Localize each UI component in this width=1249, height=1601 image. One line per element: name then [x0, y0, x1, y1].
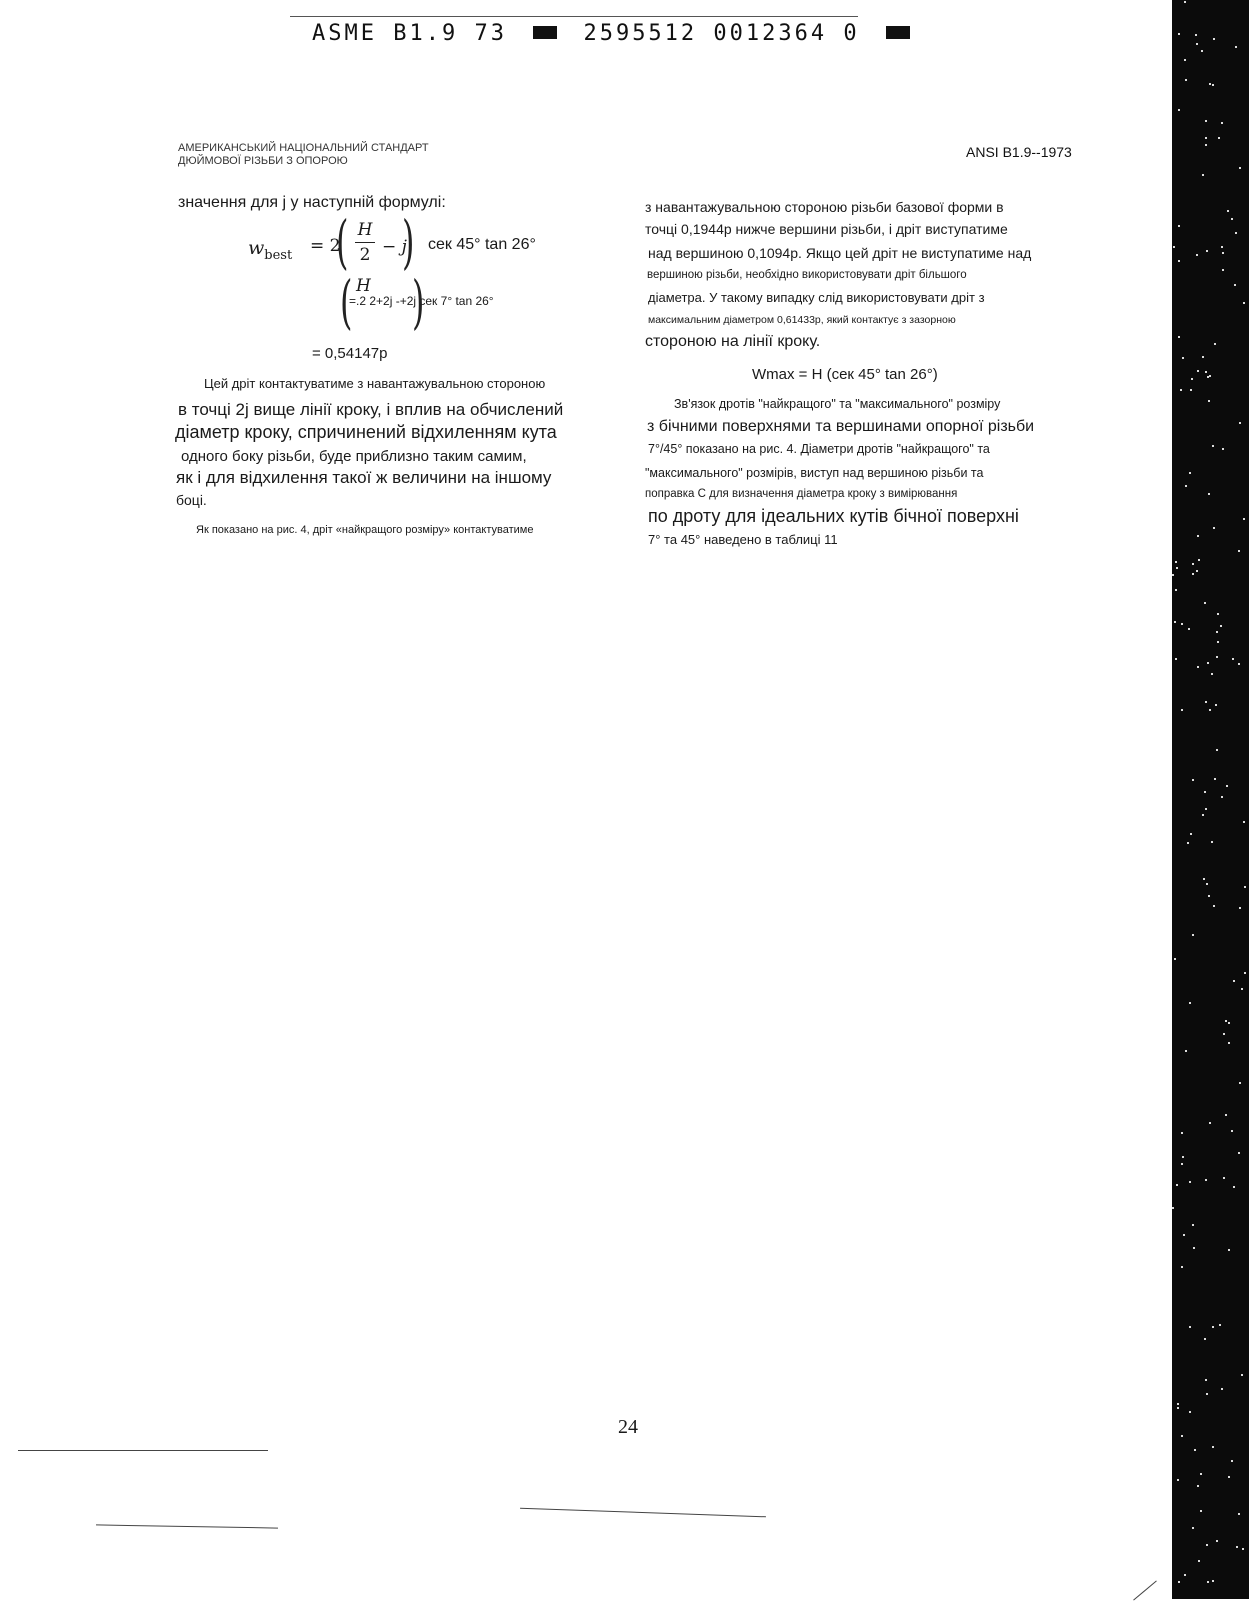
scan-speck	[1182, 1156, 1184, 1158]
scan-speck	[1211, 673, 1213, 675]
scan-speck	[1228, 1022, 1230, 1024]
scan-speck	[1239, 167, 1241, 169]
scan-speck	[1221, 246, 1223, 248]
scan-speck	[1206, 250, 1208, 252]
scan-top-rule	[290, 16, 858, 17]
scan-speck	[1233, 1186, 1235, 1188]
scan-speck	[1223, 1177, 1225, 1179]
formula2-paren-close: )	[412, 268, 425, 336]
scan-speck	[1214, 778, 1216, 780]
scan-speck	[1221, 796, 1223, 798]
scan-speck	[1205, 701, 1207, 703]
left-para-line: Цей дріт контактуватиме з навантажувальною стороною	[204, 376, 546, 391]
scan-speck	[1175, 589, 1177, 591]
scan-speck	[1225, 1114, 1227, 1116]
scan-speck	[1209, 709, 1211, 711]
scan-speck	[1243, 821, 1245, 823]
scan-speck	[1197, 370, 1199, 372]
scan-speck	[1184, 59, 1186, 61]
scan-speck	[1205, 1379, 1207, 1381]
left-para-line: в точці 2j вище лінії кроку, і вплив на обчислений	[178, 400, 564, 419]
header-line-2: ДЮЙМОВОЇ РІЗЬБИ З ОПОРОЮ	[178, 155, 348, 167]
right-para2-line: "максимального" розмірів, виступ над вершиною різьби та	[645, 466, 984, 480]
scan-artifact-line	[520, 1508, 766, 1518]
scan-speck	[1208, 493, 1210, 495]
scan-speck	[1195, 34, 1197, 36]
scan-speck	[1185, 79, 1187, 81]
scan-speck	[1238, 1513, 1240, 1515]
scan-speck	[1182, 357, 1184, 359]
formula-eq1-prefix: = 2	[310, 236, 341, 256]
scan-speck	[1217, 641, 1219, 643]
scan-speck	[1239, 907, 1241, 909]
scan-speck	[1206, 1544, 1208, 1546]
running-header	[178, 142, 429, 168]
right-para2-line: поправка C для визначення діаметра кроку з вимірювання	[645, 488, 958, 500]
scan-speck	[1185, 485, 1187, 487]
scan-speck	[1205, 137, 1207, 139]
scan-speck	[1192, 573, 1194, 575]
scan-speck	[1206, 1393, 1208, 1395]
scan-artifact-line	[18, 1450, 268, 1451]
redaction-block	[533, 26, 557, 39]
left-para-line: боці.	[176, 492, 207, 508]
right-para1-line: стороною на лінії кроку.	[645, 333, 821, 350]
scan-speck	[1239, 1082, 1241, 1084]
scan-speck	[1190, 833, 1192, 835]
right-para2-line: 7° та 45° наведено в таблиці 11	[648, 532, 838, 547]
scan-speck	[1213, 905, 1215, 907]
scan-speck	[1178, 336, 1180, 338]
scan-speck	[1198, 559, 1200, 561]
scan-speck	[1241, 1374, 1243, 1376]
scan-speck	[1183, 1234, 1185, 1236]
scan-speck	[1192, 1527, 1194, 1529]
scan-speck	[1201, 50, 1203, 52]
scan-speck	[1175, 658, 1177, 660]
scan-speck	[1220, 625, 1222, 627]
scan-speck	[1204, 602, 1206, 604]
scan-speck	[1198, 1560, 1200, 1562]
formula-paren-close: )	[402, 208, 415, 276]
scan-speck	[1212, 445, 1214, 447]
scan-speck	[1205, 120, 1207, 122]
scan-speck	[1192, 1224, 1194, 1226]
scan-speck	[1212, 84, 1214, 86]
scan-header-code: ASME B1.9 73	[312, 21, 507, 46]
scan-speck	[1228, 1476, 1230, 1478]
right-formula: Wmax = H (сек 45° tan 26°)	[752, 366, 938, 383]
scan-speck	[1214, 343, 1216, 345]
scan-speck	[1200, 1473, 1202, 1475]
scan-speck	[1178, 260, 1180, 262]
scan-speck	[1222, 448, 1224, 450]
scan-speck	[1205, 371, 1207, 373]
redaction-block	[886, 26, 910, 39]
scan-speck	[1176, 1184, 1178, 1186]
scan-speck	[1184, 1, 1186, 3]
scan-speck	[1196, 570, 1198, 572]
formula2-h: H	[356, 276, 371, 296]
scan-speck	[1200, 1510, 1202, 1512]
scan-speck	[1204, 1338, 1206, 1340]
scan-speck	[1243, 518, 1245, 520]
scan-speck	[1172, 574, 1174, 576]
right-para1-line: діаметра. У такому випадку слід використовувати дріт з	[648, 290, 985, 305]
scan-speck	[1188, 628, 1190, 630]
scan-speck	[1202, 356, 1204, 358]
scan-speck	[1189, 1002, 1191, 1004]
scan-speck	[1209, 375, 1211, 377]
scan-speck	[1228, 1249, 1230, 1251]
fraction-denominator: 2	[359, 245, 371, 265]
scan-speck	[1185, 1050, 1187, 1052]
scan-speck	[1192, 934, 1194, 936]
page-number: 24	[618, 1416, 638, 1438]
right-para2-line: 7°/45° показано на рис. 4. Діаметри дротів "найкращого" та	[648, 442, 990, 456]
scan-speck	[1189, 1326, 1191, 1328]
scan-speck	[1216, 656, 1218, 658]
scan-speck	[1227, 210, 1229, 212]
scan-speck	[1241, 988, 1243, 990]
scan-speck	[1216, 749, 1218, 751]
scan-speck	[1225, 1020, 1227, 1022]
scan-speck	[1190, 389, 1192, 391]
scan-speck	[1207, 376, 1209, 378]
scan-speck	[1181, 1435, 1183, 1437]
scan-speck	[1212, 1326, 1214, 1328]
scan-speck	[1178, 33, 1180, 35]
right-para1-line: точці 0,1944p нижче вершини різьби, і дріт виступатиме	[645, 221, 1008, 237]
scan-speck	[1181, 623, 1183, 625]
scan-speck	[1180, 389, 1182, 391]
scan-speck	[1243, 302, 1245, 304]
scan-speck	[1238, 663, 1240, 665]
scan-speck	[1213, 527, 1215, 529]
right-para2-line: з бічними поверхнями та вершинами опорної різьби	[647, 418, 1035, 435]
formula2-paren-open: (	[340, 268, 353, 336]
scan-speck	[1192, 563, 1194, 565]
scan-speck	[1209, 83, 1211, 85]
scan-speck	[1181, 709, 1183, 711]
scan-speck	[1178, 1581, 1180, 1583]
scan-dark-edge	[1172, 0, 1249, 1599]
scan-speck	[1211, 841, 1213, 843]
standard-id: ANSI B1.9--1973	[966, 144, 1072, 160]
left-para-line: як і для відхилення такої ж величини на іншому	[176, 468, 552, 487]
left-para-line: одного боку різьби, буде приблизно таким самим,	[181, 448, 527, 465]
formula-eq1-suffix: сек 45° tan 26°	[428, 236, 536, 253]
scan-speck	[1244, 972, 1246, 974]
scan-speck	[1178, 109, 1180, 111]
scan-speck	[1202, 174, 1204, 176]
right-para2-line: Зв'язок дротів "найкращого" та "максимального" розміру	[674, 397, 1001, 411]
formula-intro: значення для j у наступній формулі:	[178, 194, 446, 211]
scan-speck	[1196, 43, 1198, 45]
scan-speck	[1187, 842, 1189, 844]
scan-speck	[1235, 46, 1237, 48]
formula-result: = 0,54147p	[312, 345, 388, 362]
right-para1-line: з навантажувальною стороною різьби базової форми в	[645, 199, 1004, 215]
scan-speck	[1226, 785, 1228, 787]
formula-fraction	[355, 220, 375, 265]
scan-speck	[1196, 254, 1198, 256]
scan-speck	[1222, 269, 1224, 271]
scan-speck	[1223, 1033, 1225, 1035]
scan-speck	[1213, 38, 1215, 40]
scan-speck	[1203, 878, 1205, 880]
scan-speck	[1174, 621, 1176, 623]
scan-header-number: 2595512 0012364 0	[583, 21, 860, 46]
scan-speck	[1219, 1324, 1221, 1326]
scan-speck	[1222, 252, 1224, 254]
scan-speck	[1238, 1152, 1240, 1154]
scan-speck	[1212, 1580, 1214, 1582]
scan-speck	[1238, 550, 1240, 552]
scan-speck	[1177, 1479, 1179, 1481]
scan-speck	[1231, 1130, 1233, 1132]
scan-speck	[1228, 1042, 1230, 1044]
scan-speck	[1216, 1540, 1218, 1542]
scan-speck	[1208, 895, 1210, 897]
scan-speck	[1189, 1181, 1191, 1183]
scan-speck	[1177, 1407, 1179, 1409]
scan-speck	[1221, 122, 1223, 124]
scan-speck	[1233, 980, 1235, 982]
scan-speck	[1217, 613, 1219, 615]
w-best-label: $w_{best}$	[248, 237, 293, 263]
scan-header	[312, 21, 920, 46]
right-para1-line: вершиною різьби, необхідно використовувати дріт більшого	[647, 269, 967, 281]
scan-speck	[1218, 137, 1220, 139]
scan-speck	[1239, 422, 1241, 424]
scan-speck	[1184, 1574, 1186, 1576]
scan-speck	[1221, 1388, 1223, 1390]
scan-speck	[1178, 225, 1180, 227]
scan-artifact-line	[96, 1524, 278, 1528]
scan-speck	[1174, 958, 1176, 960]
scan-speck	[1231, 1460, 1233, 1462]
scan-speck	[1202, 814, 1204, 816]
left-last-line: Як показано на рис. 4, дріт «найкращого розміру» контактуватиме	[196, 524, 534, 536]
right-para1-line: максимальним діаметром 0,61433p, який контактує з зазорною	[648, 314, 956, 326]
scan-speck	[1173, 246, 1175, 248]
scan-speck	[1207, 662, 1209, 664]
scan-speck	[1205, 1179, 1207, 1181]
scan-speck	[1176, 567, 1178, 569]
scan-speck	[1216, 631, 1218, 633]
scan-speck	[1231, 218, 1233, 220]
scan-speck	[1194, 1449, 1196, 1451]
scan-speck	[1244, 886, 1246, 888]
scan-speck	[1208, 400, 1210, 402]
scan-speck	[1181, 1266, 1183, 1268]
left-para-line: діаметр кроку, спричинений відхиленням кута	[175, 422, 557, 442]
scan-speck	[1197, 535, 1199, 537]
scan-speck	[1206, 883, 1208, 885]
scan-speck	[1181, 1132, 1183, 1134]
scan-speck	[1242, 1548, 1244, 1550]
scan-speck	[1189, 1411, 1191, 1413]
scan-speck	[1205, 144, 1207, 146]
scan-speck	[1175, 561, 1177, 563]
right-para1-line: над вершиною 0,1094p. Якщо цей дріт не виступатиме над	[648, 245, 1032, 261]
scan-speck	[1172, 1207, 1174, 1209]
scan-speck	[1177, 1403, 1179, 1405]
fraction-bar	[355, 242, 375, 243]
scan-speck	[1236, 1546, 1238, 1548]
scan-speck	[1197, 1485, 1199, 1487]
header-line-1: АМЕРИКАНСЬКИЙ НАЦІОНАЛЬНИЙ СТАНДАРТ	[178, 142, 429, 154]
formula2-body: =.2 2+2j -+2j сек 7° tan 26°	[349, 294, 494, 308]
scan-speck	[1204, 791, 1206, 793]
scan-speck	[1215, 704, 1217, 706]
scan-speck	[1181, 1163, 1183, 1165]
scan-speck	[1212, 1446, 1214, 1448]
scan-speck	[1192, 779, 1194, 781]
formula-paren-open: (	[336, 208, 349, 276]
fraction-numerator: H	[357, 220, 373, 240]
scan-speck	[1207, 1581, 1209, 1583]
right-para2-line: по дроту для ідеальних кутів бічної поверхні	[648, 506, 1019, 526]
scan-speck	[1189, 472, 1191, 474]
formula-minus-j: − j	[382, 237, 407, 257]
scan-speck	[1234, 284, 1236, 286]
scan-speck	[1205, 808, 1207, 810]
scan-speck	[1193, 1247, 1195, 1249]
scan-speck	[1191, 378, 1193, 380]
scan-speck	[1197, 666, 1199, 668]
scan-artifact-mark	[1133, 1580, 1157, 1600]
scan-speck	[1209, 1122, 1211, 1124]
scan-speck	[1235, 232, 1237, 234]
scan-speck	[1232, 658, 1234, 660]
